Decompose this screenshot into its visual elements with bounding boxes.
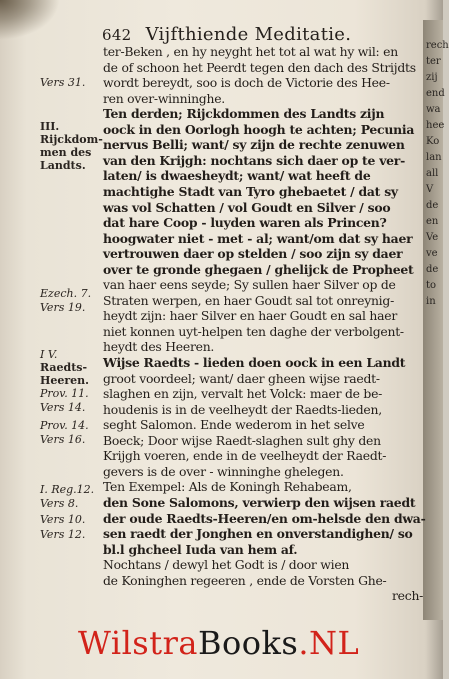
text-line: niet konnen uyt-helpen ten daghe der verbolgent- (103, 323, 404, 339)
watermark-part-2: Books (197, 624, 299, 662)
adjacent-page-fragment: en (426, 216, 439, 227)
adjacent-page-fragment: zij (426, 72, 438, 83)
text-line: seght Salomon. Ende wederom in het selve (103, 417, 365, 433)
watermark-part-1: Wilstra (78, 624, 198, 662)
page-header (102, 24, 351, 45)
adjacent-page-fragment: wa (426, 104, 441, 115)
text-line: slaghen en zijn, vervalt het Volck: maer de be- (103, 386, 383, 402)
margin-note: I V. (40, 348, 58, 361)
adjacent-page-fragment: end (426, 88, 445, 99)
text-line: de Koninghen regeeren , ende de Vorsten Ghe- (103, 572, 387, 588)
text-line: der oude Raedts-Heeren/en om-helsde den dwa- (103, 510, 426, 526)
text-line: hoogwater niet - met - al; want/om dat sy haer (103, 230, 413, 246)
text-line: machtighe Stadt van Tyro ghebaetet / dat sy (103, 183, 398, 199)
margin-note: men des (40, 146, 92, 159)
adjacent-page-edge (423, 20, 449, 620)
margin-note: Ezech. 7. (40, 287, 92, 300)
text-line: Ten derden; Rijckdommen des Landts zijn (103, 106, 385, 122)
margin-note: Prov. 11. (40, 387, 89, 400)
margin-note: I. Reg.12. (40, 483, 95, 496)
text-line: heydt des Heeren. (103, 339, 215, 355)
adjacent-page-fragment: V (426, 184, 434, 195)
adjacent-page-fragment: hee (426, 120, 445, 131)
text-line: was vol Schatten / vol Goudt en Silver / soo (103, 199, 391, 215)
text-line: gevers is de over - winninghe ghelegen. (103, 463, 344, 479)
text-line: Straten werpen, en haer Goudt sal tot onreynig- (103, 292, 395, 308)
text-line: rech- (392, 588, 424, 604)
adjacent-page-fragment: all (426, 168, 439, 179)
text-line: laten/ is dwaesheydt; want/ wat heeft de (103, 168, 371, 184)
margin-note: Vers 12. (40, 528, 86, 541)
text-line: groot voordeel; want/ daer gheen wijse raedt- (103, 370, 380, 386)
adjacent-page-fragment: ve (426, 248, 438, 259)
margin-note: Vers 8. (40, 497, 79, 510)
text-line: over te gronde ghegaen / ghelijck de Propheet (103, 261, 414, 277)
text-line: vertrouwen daer op stelden / soo zijn sy daer (103, 246, 403, 262)
text-line: wordt bereydt, soo is doch de Victorie des Hee- (103, 75, 390, 91)
text-line: oock in den Oorlogh hoogh te achten; Pecunia (103, 121, 415, 137)
running-title: Vijfthiende Meditatie. (145, 24, 352, 45)
text-line: van haer eens seyde; Sy sullen haer Silver op de (103, 277, 396, 293)
text-line: ren over-winninghe. (103, 90, 225, 106)
adjacent-page-fragment: rech (426, 40, 449, 51)
text-line: dat hare Coop - luyden waren als Princen? (103, 215, 387, 231)
watermark (78, 624, 359, 662)
adjacent-page-fragment: in (426, 296, 436, 307)
margin-note: Vers 31. (40, 76, 86, 89)
adjacent-page-fragment: to (426, 280, 437, 291)
adjacent-page-fragment: de (426, 200, 439, 211)
margin-note: Rijckdom- (40, 133, 103, 146)
text-line: den Sone Salomons, verwierp den wijsen raedt (103, 494, 416, 510)
text-line: bl.l ghcheel Iuda van hem af. (103, 541, 298, 557)
margin-note: Vers 16. (40, 433, 86, 446)
margin-note: Vers 10. (40, 513, 86, 526)
adjacent-page-fragment: Ve (426, 232, 439, 243)
adjacent-page-fragment: Ko (426, 136, 440, 147)
text-line: Krijgh voeren, ende in de veelheydt der Raedt- (103, 448, 387, 464)
margin-note: Raedts- (40, 361, 88, 374)
watermark-part-3: .NL (298, 624, 360, 662)
text-line: Boeck; Door wijse Raedt-slaghen sult ghy den (103, 432, 381, 448)
text-line: ter-Beken , en hy neyght het tot al wat hy wil: en (103, 44, 398, 59)
margin-note: Vers 19. (40, 301, 86, 314)
text-line: sen raedt der Jonghen en onverstandighen/ so (103, 526, 413, 542)
adjacent-page-fragment: lan (426, 152, 442, 163)
margin-note: Vers 14. (40, 401, 86, 414)
margin-note: III. (40, 120, 60, 133)
page-number: 642 (102, 26, 132, 44)
text-line: de of schoon het Peerdt tegen den dach des Strijdts (103, 59, 416, 75)
adjacent-page-fragment: ter (426, 56, 441, 67)
text-line: nervus Belli; want/ sy zijn de rechte zenuwen (103, 137, 405, 153)
text-line: Wijse Raedts - lieden doen oock in een Landt (103, 355, 406, 370)
margin-note: Landts. (40, 159, 86, 172)
text-line: heydt zijn: haer Silver en haer Goudt en sal haer (103, 308, 398, 324)
margin-note: Prov. 14. (40, 419, 89, 432)
text-line: Nochtans / dewyl het Godt is / door wien (103, 557, 350, 573)
adjacent-page-fragment: de (426, 264, 439, 275)
text-line: van den Krijgh: nochtans sich daer op te ver- (103, 152, 405, 168)
text-line: Ten Exempel: Als de Koningh Rehabeam, (103, 479, 352, 495)
text-line: houdenis is in de veelheydt der Raedts-lieden, (103, 401, 382, 417)
margin-note: Heeren. (40, 374, 90, 387)
page-corner-shadow (0, 0, 60, 40)
